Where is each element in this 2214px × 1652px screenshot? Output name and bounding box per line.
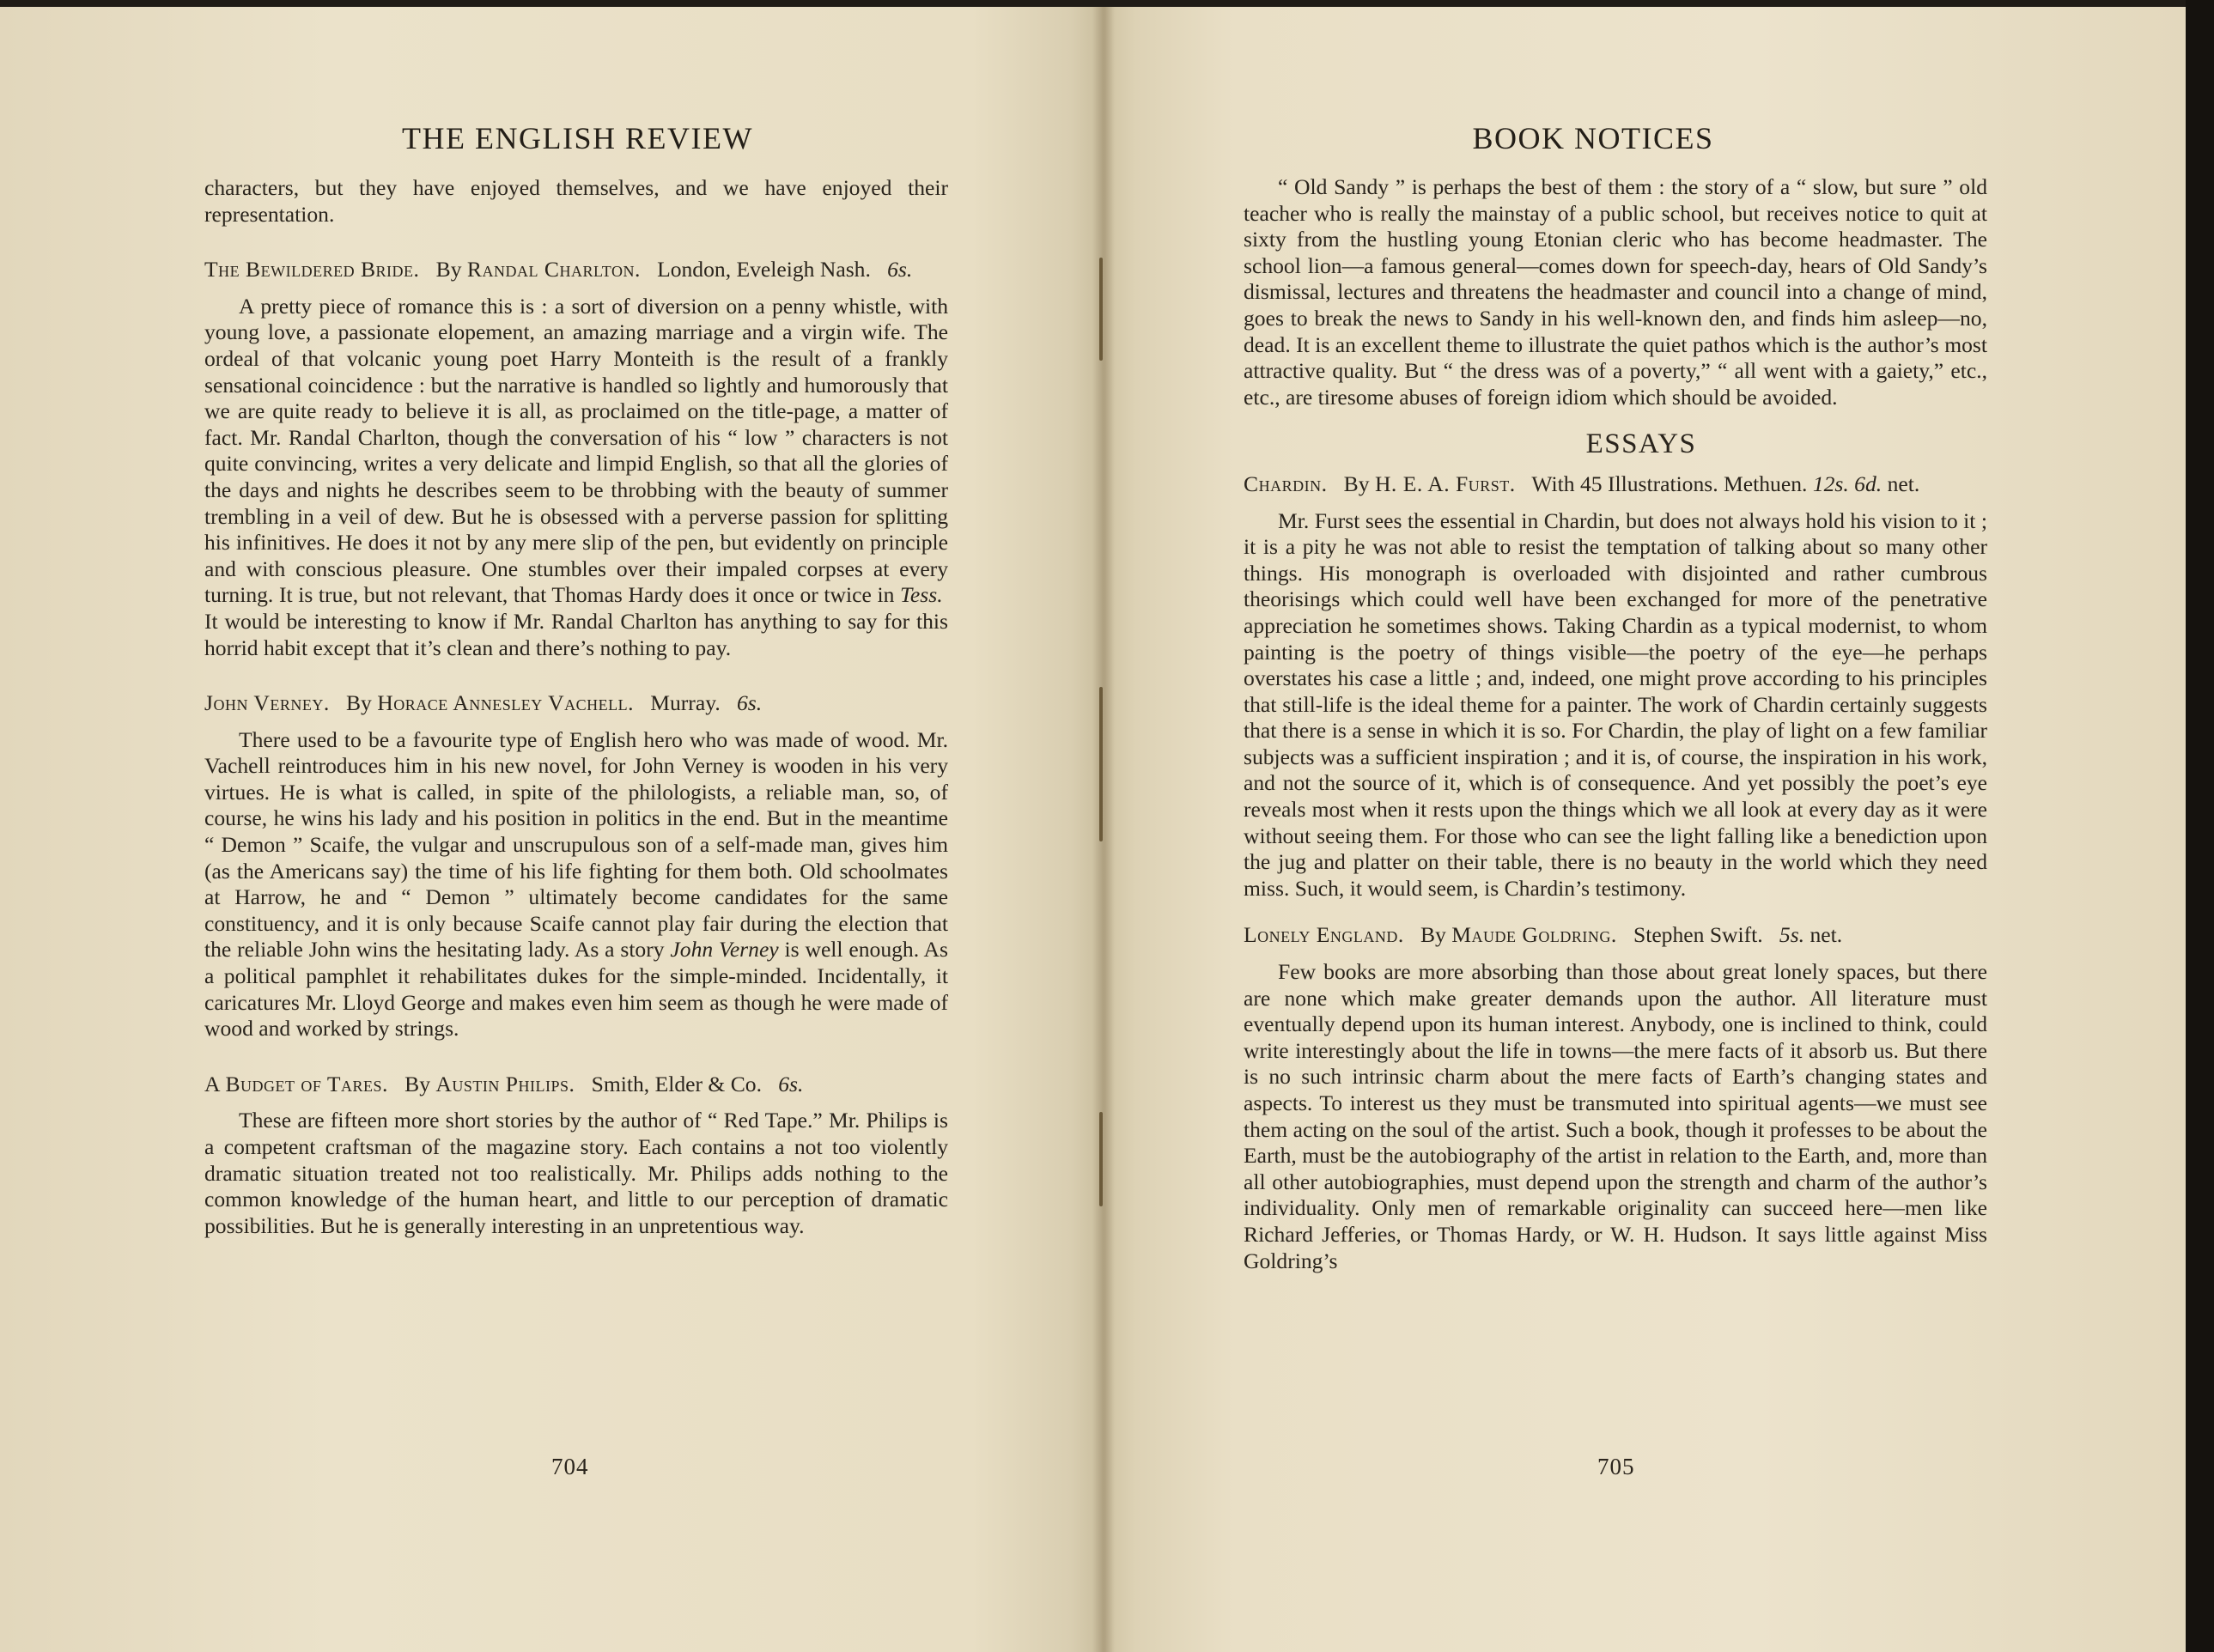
left-page xyxy=(0,7,1104,1652)
book-publisher: Smith, Elder & Co. xyxy=(591,1071,762,1096)
review-body: Few books are more absorbing than those about great lonely spaces, but there are none which make greater demands upon the author. All literature must eventually depend upon its human interest. Anybody, one is inclined to think, could write interestingly about the life in towns—the mere facts of it absorb us. But there is no such intrinsic charm about the mere facts of Earth’s changing states and aspects. To interest us they must be transmuted into spiritual agents—we must see them acting on the soul of the artist. Such a book, though it professes to be about the Earth, must be the autobiography of the artist in relation to the Earth, and, more than all other autobiographies, must depend upon the strength and charm of the author’s individuality. Only men of remarkable originality can succeed here—men like Richard Jefferies, or Thomas Hardy, or W. H. Hudson. It says little against Miss Goldring’s xyxy=(1244,959,1987,1273)
book-title: The Bewildered Bride. xyxy=(204,257,420,282)
page-number: 705 xyxy=(1597,1454,1635,1479)
book-publisher: Stephen Swift. xyxy=(1633,922,1763,948)
review-text: There used to be a favourite type of English hero who was made of wood. Mr. Vachell reintroduces him in his new novel, for John Verney is wooden in his very virtues. He is what is called, in spite of the philologists, a reliable man, so, of course, he wins his lady and his position in politics in the end. But in the meantime “ Demon ” Scaife, the vulgar and unscrupulous son of a self-made man, gives him (as the Americans say) the time of his life fighting for them both. Old schoolmates at Harrow, he and “ Demon ” ultimately become candidates for the same constituency, and it is only because Scaife cannot play fair during the election that the reliable John wins the hesitating lady. As a story xyxy=(204,726,948,963)
review-heading xyxy=(204,690,948,717)
book-title: Lonely England. xyxy=(1244,922,1404,948)
book-price: 5s. xyxy=(1779,922,1805,948)
review-heading xyxy=(1244,471,1987,498)
review-body: These are fifteen more short stories by the author of “ Red Tape.” Mr. Philips is a competent craftsman of the magazine story. Each contains a not too violently dramatic situation treated not too realistically. Mr. Philips adds nothing to the common knowledge of the human heart, and little to our perception of dramatic possibilities. But he is generally interesting in an unpretentious way. xyxy=(204,1108,948,1238)
book-title: A Budget of Tares. xyxy=(204,1071,388,1096)
book-author: H. E. A. Furst. xyxy=(1374,471,1516,496)
by-word: By xyxy=(1343,471,1370,496)
italic-book-title: Tess. xyxy=(900,582,943,608)
book-gutter xyxy=(1092,7,1115,1652)
page-number: 704 xyxy=(551,1454,589,1479)
book-price: 6s. xyxy=(887,257,913,282)
book-price: 12s. xyxy=(1812,471,1849,496)
book-price: 6d. xyxy=(1854,471,1883,496)
book-price: 6s. xyxy=(736,690,763,716)
book-price: 6s. xyxy=(778,1071,804,1096)
binding-thread xyxy=(1099,258,1103,361)
continuation-paragraph: “ Old Sandy ” is perhaps the best of them : the story of a “ slow, but sure ” old teacher who is really the mainstay of a public school, but receives notice to quit at sixty from the hustling young Etonian cleric who has become headmaster. The school lion—a famous general—comes down for speech-day, hears of Old Sandy’s dismissal, lectures and threatens the headmaster and council into a change of mind, goes to break the news to Sandy in his well-known den, and finds him asleep—no, dead. It is an excellent theme to illustrate the quiet pathos which is the author’s most attractive quality. But “ the dress was of a poverty,” “ all went with a gaiety,” etc., etc., are tiresome abuses of foreign idiom which should be avoided. xyxy=(1244,174,1987,410)
book-author: Austin Philips. xyxy=(435,1071,575,1096)
book-publisher: London, Eveleigh Nash. xyxy=(657,257,871,282)
continuation-paragraph: characters, but they have enjoyed themselves, and we have enjoyed their representation. xyxy=(204,175,948,227)
book-price: net. xyxy=(1810,922,1843,948)
review-text: is well enough. As a political pamphlet it rehabilitates dukes for the simple-minded. Incidentally, it caricatures Mr. Lloyd George and makes even him seem as though he were made of wood and worked by strings. xyxy=(204,937,949,1042)
running-head: BOOK NOTICES xyxy=(1472,121,1714,155)
review-body xyxy=(204,294,948,661)
review-heading xyxy=(204,1072,948,1098)
binding-thread xyxy=(1099,1112,1103,1206)
by-word: By xyxy=(345,690,372,716)
book-publisher: Murray. xyxy=(650,690,721,716)
book-details: With 45 Illustrations. Methuen. xyxy=(1531,471,1808,496)
review-text: A pretty piece of romance this is : a sort of diversion on a penny whistle, with young love, a passionate elopement, an amazing marriage and a virgin wife. The ordeal of that volcanic young poet Harry Monteith is the result of a frankly sensational coincidence : but the narrative is handled so lightly and humorously that we are quite ready to believe it is all, as proclaimed on the title-page, a matter of fact. Mr. Randal Charlton, though the conversation of his “ low ” characters is not quite convincing, writes a very delicate and limpid English, so that all the glories of the days and nights he describes seem to be throbbing with the beauty of summer trembling in a veil of dew. But he is obsessed with a perverse passion for splitting his infinitives. He does it not by any mere slip of the pen, but evidently on principle and with conscious pleasure. One stumbles over their impaled corpses at every turning. It is true, but not relevant, that Thomas Hardy does it once or twice in xyxy=(204,293,948,608)
italic-book-title: John Verney xyxy=(670,937,779,963)
review-body xyxy=(204,727,948,1042)
book-author: Horace Annesley Vachell. xyxy=(377,690,635,716)
by-word: By xyxy=(1420,922,1446,948)
section-heading: ESSAYS xyxy=(1585,428,1697,460)
review-body: Mr. Furst sees the essential in Chardin, but does not always hold his vision to it ; it is a pity he was not able to resist the temptation of talking about so many other things. His monograph is overloaded with disjointed and rather cumbrous theorisings which could well have been exchanged for more of the penetrative appreciation he sometimes shows. Taking Chardin as a typical modernist, to whom painting is the poetry of things visible—the poetry of the eye—he perhaps overstates his case a little ; and, indeed, one might prove according to his principles that still-life is the ideal theme for a painter. The work of Chardin certainly suggests that there is a sense in which it is so. For Chardin, the play of light on a few familiar subjects was a sufficient inspiration ; and it is, of course, the inspiration in his work, and not the source of it, which is of consequence. And yet possibly the poet’s eye reveals most when it rests upon the things which we all look at every day as it were without seeing them. For those who can see the light falling like a benediction upon the jug and platter on their table, there is no beauty in the world which they need miss. Such, it would seem, is Chardin’s testimony. xyxy=(1244,507,1987,901)
by-word: By xyxy=(435,257,462,282)
running-head: THE ENGLISH REVIEW xyxy=(402,121,753,155)
book-price: net. xyxy=(1887,471,1920,496)
book-title: John Verney. xyxy=(204,690,330,716)
review-heading xyxy=(1244,922,1987,949)
by-word: By xyxy=(404,1071,430,1096)
review-text: It would be interesting to know if Mr. Randal Charlton has anything to say for this horrid habit except that it’s clean and there’s nothing to pay. xyxy=(204,608,948,660)
right-page xyxy=(1104,7,2186,1652)
book-title: Chardin. xyxy=(1244,471,1328,496)
review-heading xyxy=(204,257,948,283)
left-column xyxy=(204,175,948,1239)
book-author: Maude Goldring. xyxy=(1451,922,1617,948)
right-column xyxy=(1244,174,1987,1274)
book-author: Randal Charlton. xyxy=(466,257,641,282)
binding-thread xyxy=(1099,687,1103,841)
book-edge xyxy=(2186,0,2214,1652)
